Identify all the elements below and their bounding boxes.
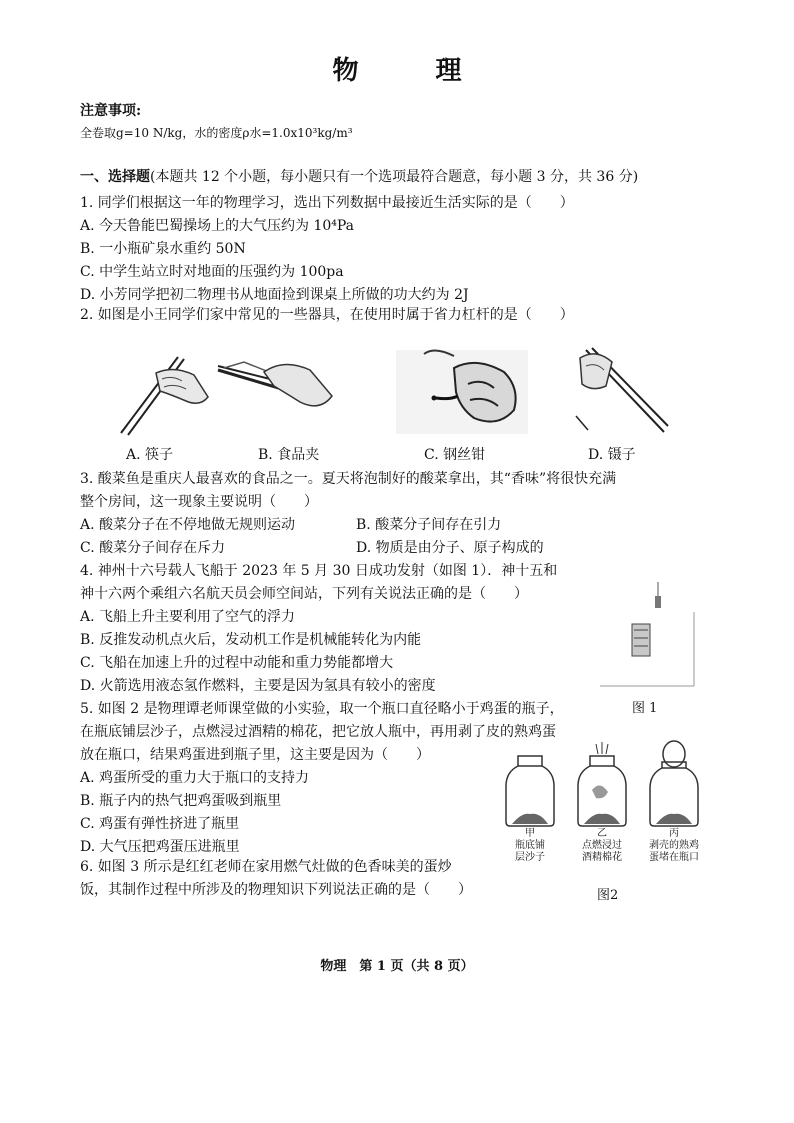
q2-option-d: D. 镊子 [588, 447, 636, 463]
jar-2-label: 乙 [597, 828, 607, 839]
jar-2-caption [576, 828, 628, 864]
q5-stem-line2: 在瓶底铺层沙子，点燃浸过酒精的棉花，把它放人瓶中，再用剥了皮的熟鸡蛋 [80, 724, 556, 740]
notice-line: 全卷取g=10 N/kg，水的密度ρ水=1.0x10³kg/m³ [80, 126, 353, 140]
section-label: 一、选择题 [80, 169, 150, 185]
jar-2-caption-line2: 酒精棉花 [582, 852, 622, 863]
q5-option-a: A. 鸡蛋所受的重力大于瓶口的支持力 [80, 770, 310, 786]
q4-option-c: C. 飞船在加速上升的过程中动能和重力势能都增大 [80, 655, 394, 671]
jar-3-label: 丙 [669, 828, 679, 839]
q4-stem-line2: 神十六两个乘组六名航天员会师空间站，下列有关说法正确的是（ ） [80, 586, 528, 602]
q4-option-d: D. 火箭选用液态氢作燃料，主要是因为氢具有较小的密度 [80, 678, 436, 694]
jar-3-caption-line1: 剥壳的熟鸡 [649, 840, 699, 851]
q5-stem-line3: 放在瓶口，结果鸡蛋进到瓶子里，这主要是因为（ ） [80, 747, 430, 763]
jar-3-caption-line2: 蛋堵在瓶口 [649, 852, 699, 863]
q5-option-d: D. 大气压把鸡蛋压进瓶里 [80, 839, 240, 855]
jar-1-sand [506, 756, 554, 826]
q5-stem-line1: 5. 如图 2 是物理谭老师课堂做的小实验，取一个瓶口直径略小于鸡蛋的瓶子， [80, 701, 564, 717]
q3-option-d: D. 物质是由分子、原子构成的 [356, 540, 544, 556]
q1-option-a: A. 今天鲁能巴蜀操场上的大气压约为 10⁴Pa [80, 218, 355, 234]
rocket-launch-image [598, 582, 698, 690]
food-tongs-image [214, 352, 342, 422]
q1-option-b: B. 一小瓶矿泉水重约 50N [80, 241, 246, 257]
wire-pliers-image [394, 348, 530, 436]
chopsticks-image [116, 345, 216, 437]
q4-stem-line1: 4. 神州十六号载人飞船于 2023 年 5 月 30 日成功发射（如图 1）．神十五和 [80, 563, 558, 579]
q6-stem-line2: 饭，其制作过程中所涉及的物理知识下列说法正确的是（ ） [80, 882, 472, 898]
q2-stem: 2. 如图是小王同学们家中常见的一些器具，在使用时属于省力杠杆的是（ ） [80, 307, 574, 323]
page-footer: 物理 第 1 页（共 8 页） [320, 959, 474, 974]
section-desc: (本题共 12 个小题，每小题只有一个选项最符合题意，每小题 3 分，共 36 分) [150, 169, 639, 185]
page-title: 物 理 [332, 56, 496, 86]
q1-option-c: C. 中学生站立时对地面的压强约为 100pa [80, 264, 344, 280]
q2-option-b: B. 食品夹 [258, 447, 320, 463]
jar-2-caption-line1: 点燃浸过 [582, 840, 622, 851]
q3-stem-line1: 3. 酸菜鱼是重庆人最喜欢的食品之一。夏天将泡制好的酸菜拿出，其“香味”将很快充满 [80, 471, 617, 487]
jar-1-caption-line2: 层沙子 [515, 852, 545, 863]
section-header [80, 166, 638, 186]
jar-1-caption [510, 828, 550, 864]
q4-option-a: A. 飞船上升主要利用了空气的浮力 [80, 609, 296, 625]
jar-1-caption-line1: 瓶底铺 [515, 840, 545, 851]
egg-bottle-experiment-image [500, 740, 710, 828]
q2-option-a: A. 筷子 [126, 447, 174, 463]
q5-option-c: C. 鸡蛋有弹性挤进了瓶里 [80, 816, 240, 832]
figure-1-label: 图 1 [632, 701, 658, 716]
q1-stem: 1. 同学们根据这一年的物理学习，选出下列数据中最接近生活实际的是（ ） [80, 195, 574, 211]
q2-option-c: C. 钢丝钳 [424, 447, 486, 463]
jar-2-burning-cotton [578, 742, 626, 826]
tweezers-image [566, 346, 670, 436]
notice-heading: 注意事项: [80, 103, 142, 119]
q3-option-c: C. 酸菜分子间存在斥力 [80, 540, 226, 556]
q6-stem-line1: 6. 如图 3 所示是红红老师在家用燃气灶做的色香味美的蛋炒 [80, 859, 452, 875]
q3-option-b: B. 酸菜分子间存在引力 [356, 517, 502, 533]
q4-option-b: B. 反推发动机点火后，发动机工作是机械能转化为内能 [80, 632, 422, 648]
figure-2-label: 图2 [597, 888, 619, 903]
q3-stem-line2: 整个房间，这一现象主要说明（ ） [80, 494, 318, 510]
jar-3-egg-on-mouth [650, 741, 698, 826]
q1-option-d: D. 小芳同学把初二物理书从地面捡到课桌上所做的功大约为 2J [80, 287, 469, 303]
jar-3-caption [644, 828, 704, 864]
q3-option-a: A. 酸菜分子在不停地做无规则运动 [80, 517, 296, 533]
q5-option-b: B. 瓶子内的热气把鸡蛋吸到瓶里 [80, 793, 282, 809]
jar-1-label: 甲 [525, 828, 535, 839]
